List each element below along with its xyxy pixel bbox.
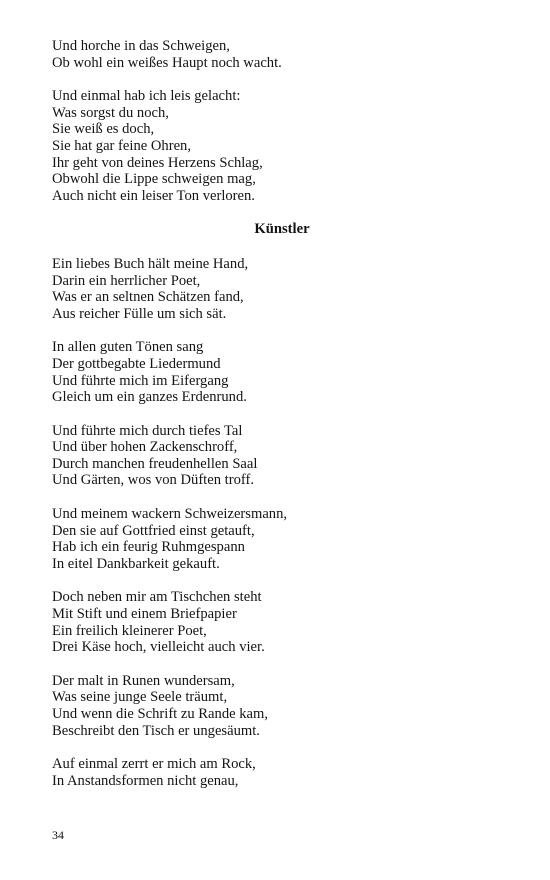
stanza <box>52 256 502 322</box>
stanza <box>52 506 502 572</box>
stanza <box>52 589 502 655</box>
verse-line: Und führte mich im Eifergang <box>52 372 229 389</box>
verse-line: Den sie auf Gottfried einst getauft, <box>52 522 255 539</box>
page-number: 34 <box>52 828 64 842</box>
verse-line: In allen guten Tönen sang <box>52 339 204 356</box>
verse-line: Der malt in Runen wundersam, <box>52 672 235 689</box>
verse-line: Doch neben mir am Tischchen steht <box>52 589 262 606</box>
stanza <box>52 339 502 405</box>
verse-line: Und einmal hab ich leis gelacht: <box>52 88 241 105</box>
verse-line: Durch manchen freudenhellen Saal <box>52 455 258 472</box>
verse-line: Beschreibt den Tisch er ungesäumt. <box>52 722 260 739</box>
verse-line: Drei Käse hoch, vielleicht auch vier. <box>52 639 265 656</box>
verse-line: Ein liebes Buch hält meine Hand, <box>52 255 249 272</box>
verse-line: Was seine junge Seele träumt, <box>52 689 228 706</box>
verse-line: Hab ich ein feurig Ruhmgespann <box>52 539 245 556</box>
text-block <box>52 38 502 806</box>
stanza <box>52 756 502 789</box>
verse-line: Und Gärten, wos von Düften troff. <box>52 472 254 489</box>
stanza <box>52 423 502 489</box>
stanza <box>52 673 502 739</box>
verse-line: Sie weiß es doch, <box>52 121 155 138</box>
verse-line: Ob wohl ein weißes Haupt noch wacht. <box>52 54 282 71</box>
verse-line: Ein freilich kleinerer Poet, <box>52 622 207 639</box>
verse-line: Und führte mich durch tiefes Tal <box>52 422 243 439</box>
verse-line: Was er an seltnen Schätzen fand, <box>52 289 244 306</box>
verse-line: Auf einmal zerrt er mich am Rock, <box>52 756 256 773</box>
verse-line: Und horche in das Schweigen, <box>52 38 230 54</box>
verse-line: Sie hat gar feine Ohren, <box>52 137 191 154</box>
verse-line: In eitel Dankbarkeit gekauft. <box>52 555 220 572</box>
verse-line: Was sorgst du noch, <box>52 104 169 121</box>
verse-line: Obwohl die Lippe schweigen mag, <box>52 171 256 188</box>
verse-line: Und wenn die Schrift zu Rande kam, <box>52 706 269 722</box>
verse-line: Auch nicht ein leiser Ton verloren. <box>52 187 255 204</box>
stanza <box>52 88 502 204</box>
verse-line: Mit Stift und einem Briefpapier <box>52 606 237 623</box>
poem-title: Künstler <box>254 221 310 238</box>
verse-line: Aus reicher Fülle um sich sät. <box>52 305 227 322</box>
verse-line: Darin ein herrlicher Poet, <box>52 272 201 289</box>
verse-line: Und über hohen Zackenschroff, <box>52 439 238 456</box>
verse-line: Ihr geht von deines Herzens Schlag, <box>52 154 263 171</box>
verse-line: In Anstandsformen nicht genau, <box>52 772 239 789</box>
verse-line: Der gottbegabte Liedermund <box>52 355 221 372</box>
stanza <box>52 38 502 71</box>
verse-line: Und meinem wackern Schweizersmann, <box>52 506 288 523</box>
verse-line: Gleich um ein ganzes Erdenrund. <box>52 389 247 406</box>
